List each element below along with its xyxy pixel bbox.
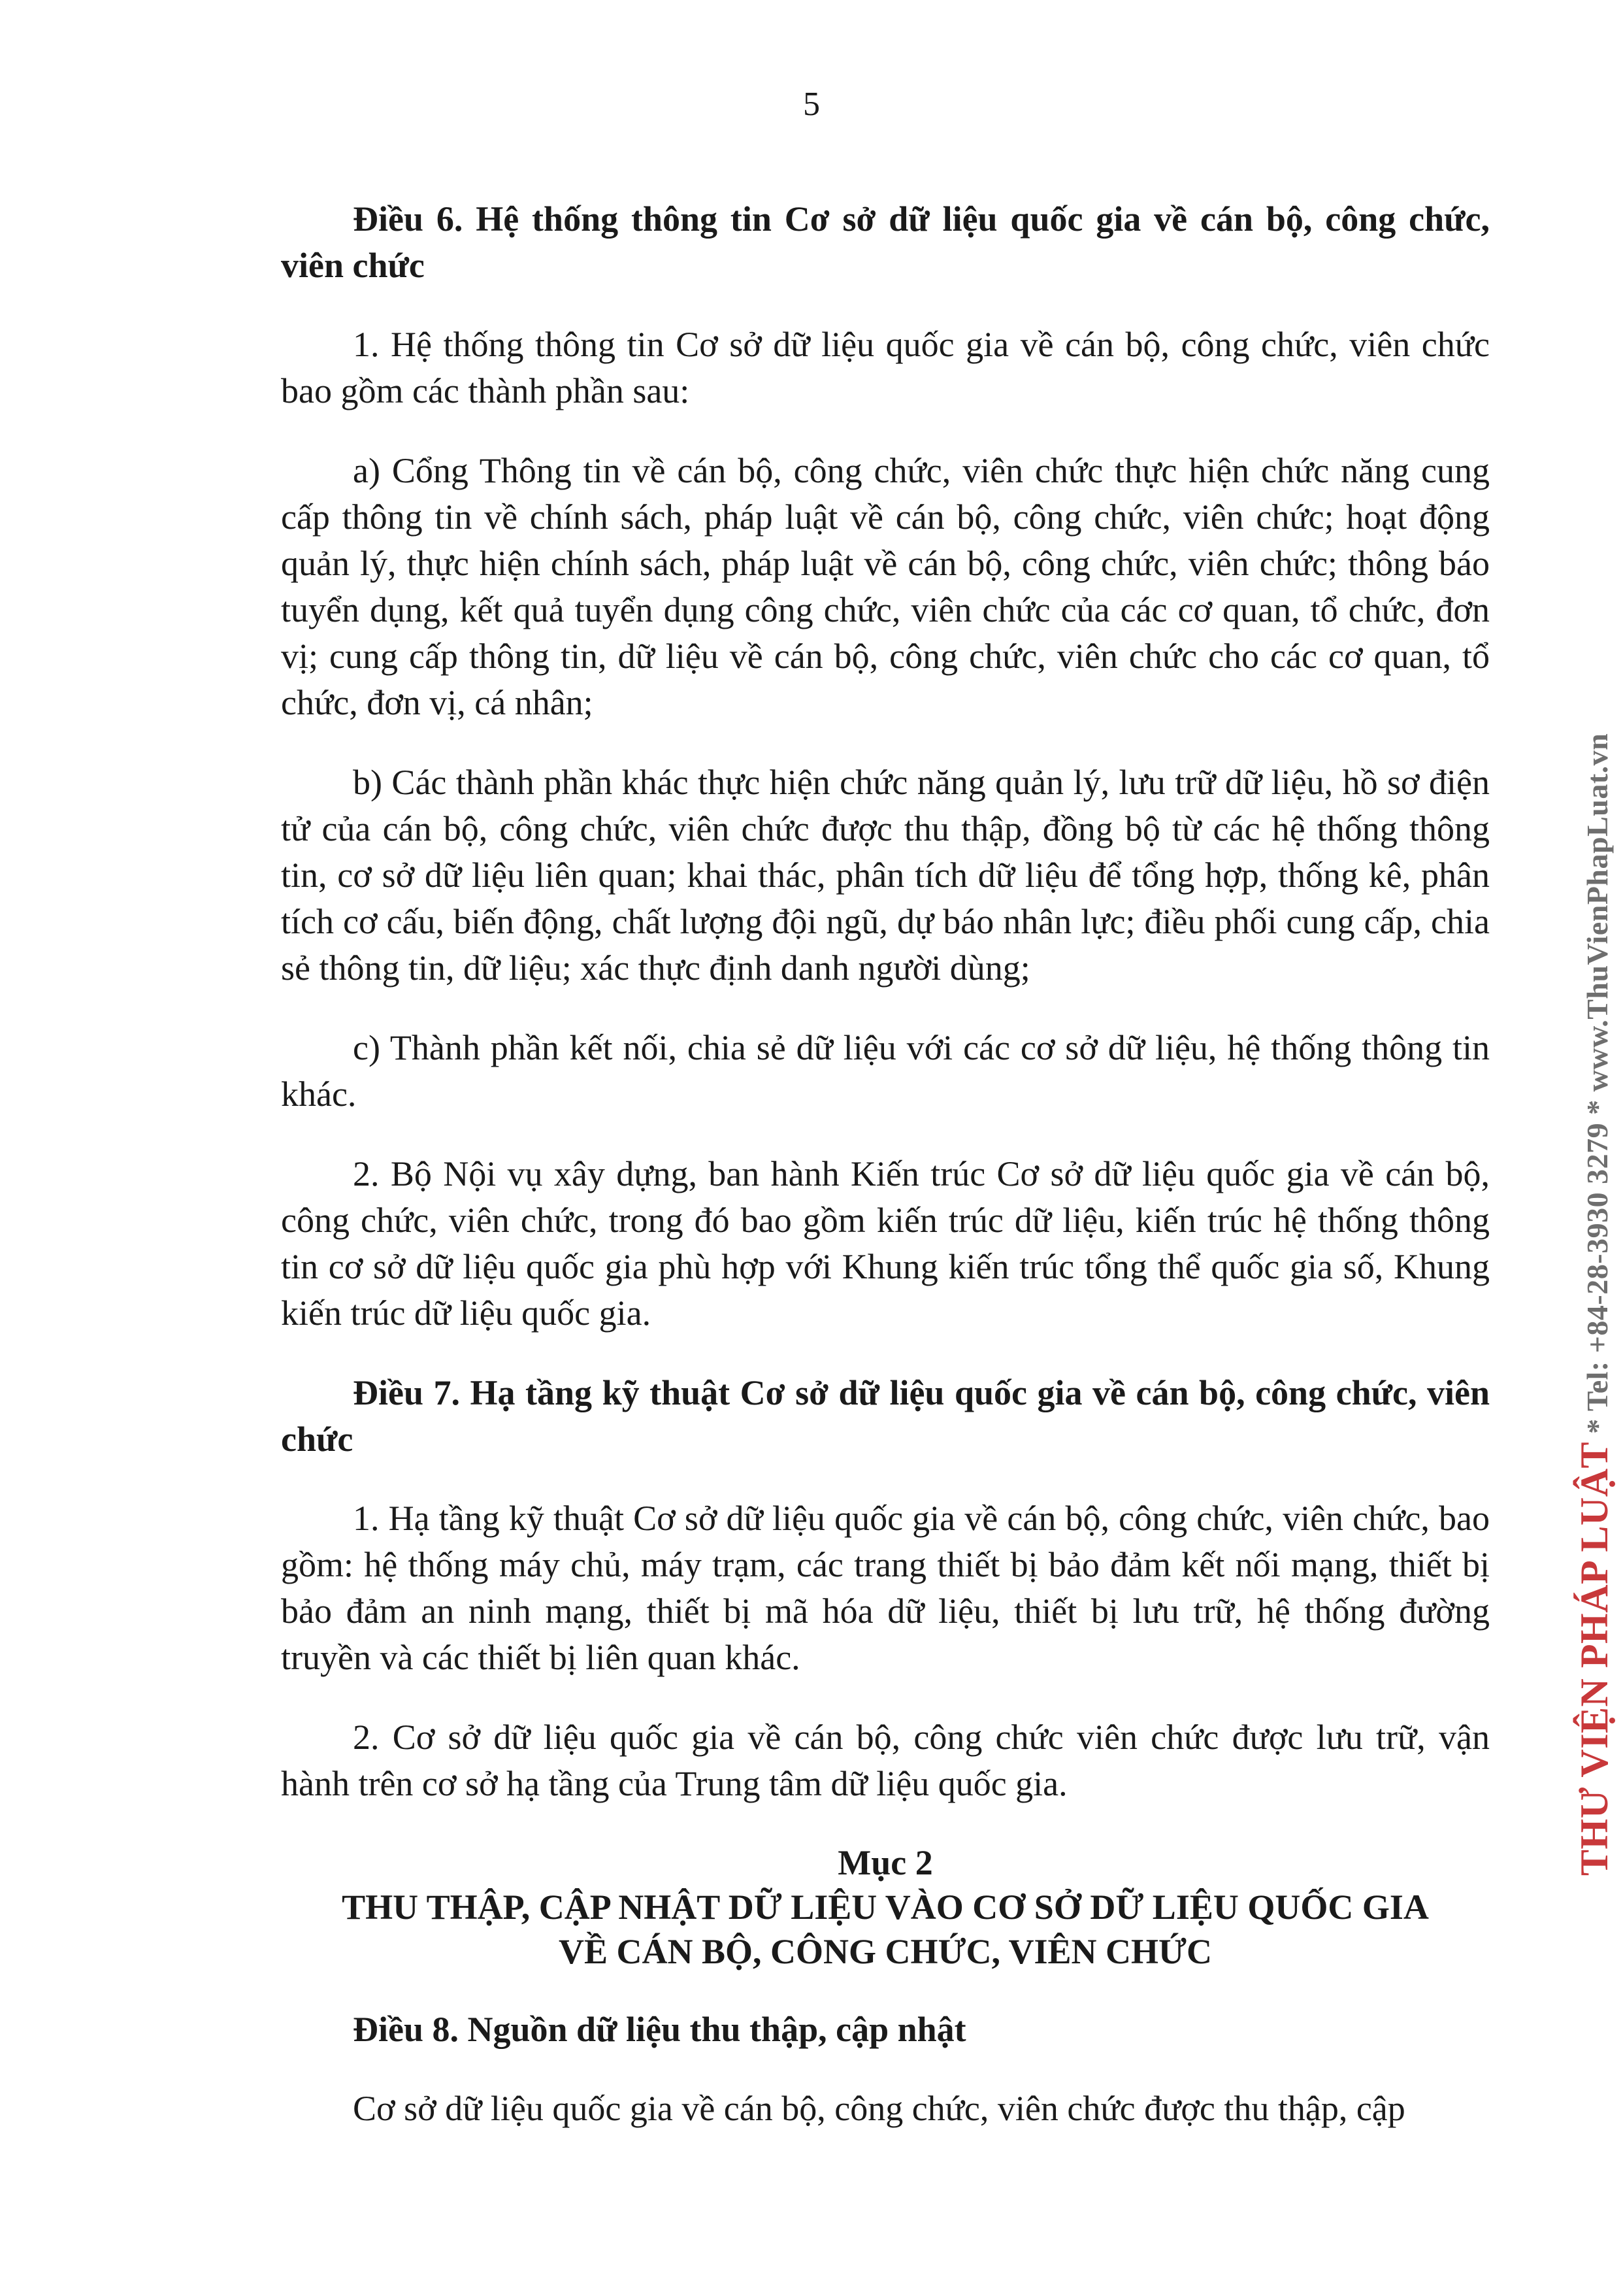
article-8-paragraph: Cơ sở dữ liệu quốc gia về cán bộ, công chức, viên chức được thu thập, cập [353,2089,1405,2128]
section-2-title-line-2: VỀ CÁN BỘ, CÔNG CHỨC, VIÊN CHỨC [558,1932,1213,1971]
article-6-clause-1: 1. Hệ thống thông tin Cơ sở dữ liệu quốc gia về cán bộ, công chức, viên chức bao gồm các thành phần sau: [281,325,1490,410]
article-6-clause-2: 2. Bộ Nội vụ xây dựng, ban hành Kiến trúc Cơ sở dữ liệu quốc gia về cán bộ, công chức, viên chức, trong đó bao gồm kiến trúc dữ liệu, kiến trúc hệ thống thông tin cơ sở dữ liệu quốc gia phù hợp với Khung kiến trúc tổng thể quốc gia số, Khung kiến trúc dữ liệu quốc gia. [281,1154,1490,1333]
section-2-heading [281,1840,1490,1974]
article-6-point-b: b) Các thành phần khác thực hiện chức năng quản lý, lưu trữ dữ liệu, hồ sơ điện tử của cán bộ, công chức, viên chức được thu thập, đồng bộ từ các hệ thống thông tin, cơ sở dữ liệu liên quan; khai thác, phân tích dữ liệu để tổng hợp, thống kê, phân tích cơ cấu, biến động, chất lượng đội ngũ, dự báo nhân lực; điều phối cung cấp, chia sẻ thông tin, dữ liệu; xác thực định danh người dùng; [281,763,1490,988]
article-7-clause-2: 2. Cơ sở dữ liệu quốc gia về cán bộ, công chức viên chức được lưu trữ, vận hành trên cơ sở hạ tầng của Trung tâm dữ liệu quốc gia. [281,1718,1490,1803]
article-7-clause-1: 1. Hạ tầng kỹ thuật Cơ sở dữ liệu quốc gia về cán bộ, công chức, viên chức, bao gồm: hệ thống máy chủ, máy trạm, các trang thiết bị bảo đảm kết nối mạng, thiết bị bảo đảm an ninh mạng, thiết bị mã hóa dữ liệu, thiết bị lưu trữ, hệ thống đường truyền và các thiết bị liên quan khác. [281,1499,1490,1677]
page-number: 5 [803,86,820,123]
article-6-point-c: c) Thành phần kết nối, chia sẻ dữ liệu với các cơ sở dữ liệu, hệ thống thông tin khác. [281,1028,1490,1114]
article-8-title: Điều 8. Nguồn dữ liệu thu thập, cập nhật [353,2010,966,2049]
article-7-title: Điều 7. Hạ tầng kỹ thuật Cơ sở dữ liệu quốc gia về cán bộ, công chức, viên chức [281,1373,1490,1459]
article-6-point-a: a) Cổng Thông tin về cán bộ, công chức, viên chức thực hiện chức năng cung cấp thông tin về chính sách, pháp luật về cán bộ, công chức, viên chức; hoạt động quản lý, thực hiện chính sách, pháp luật về cán bộ, công chức, viên chức; thông báo tuyển dụng, kết quả tuyển dụng công chức, viên chức của các cơ quan, tổ chức, đơn vị; cung cấp thông tin, dữ liệu về cán bộ, công chức, viên chức cho các cơ quan, tổ chức, đơn vị, cá nhân; [281,451,1490,722]
watermark-contact: * Tel: +84-28-3930 3279 * www.ThuVienPhapLuat.vn [1581,733,1614,1442]
section-2-title-line-1: THU THẬP, CẬP NHẬT DỮ LIỆU VÀO CƠ SỞ DỮ LIỆU QUỐC GIA [342,1888,1429,1927]
article-6-title: Điều 6. Hệ thống thông tin Cơ sở dữ liệu quốc gia về cán bộ, công chức, viên chức [281,199,1490,285]
section-2-label: Mục 2 [838,1843,933,1882]
watermark-brand: THƯ VIỆN PHÁP LUẬT [1573,1441,1616,1876]
side-watermark [1572,733,1617,1876]
document-body [281,196,1490,2132]
